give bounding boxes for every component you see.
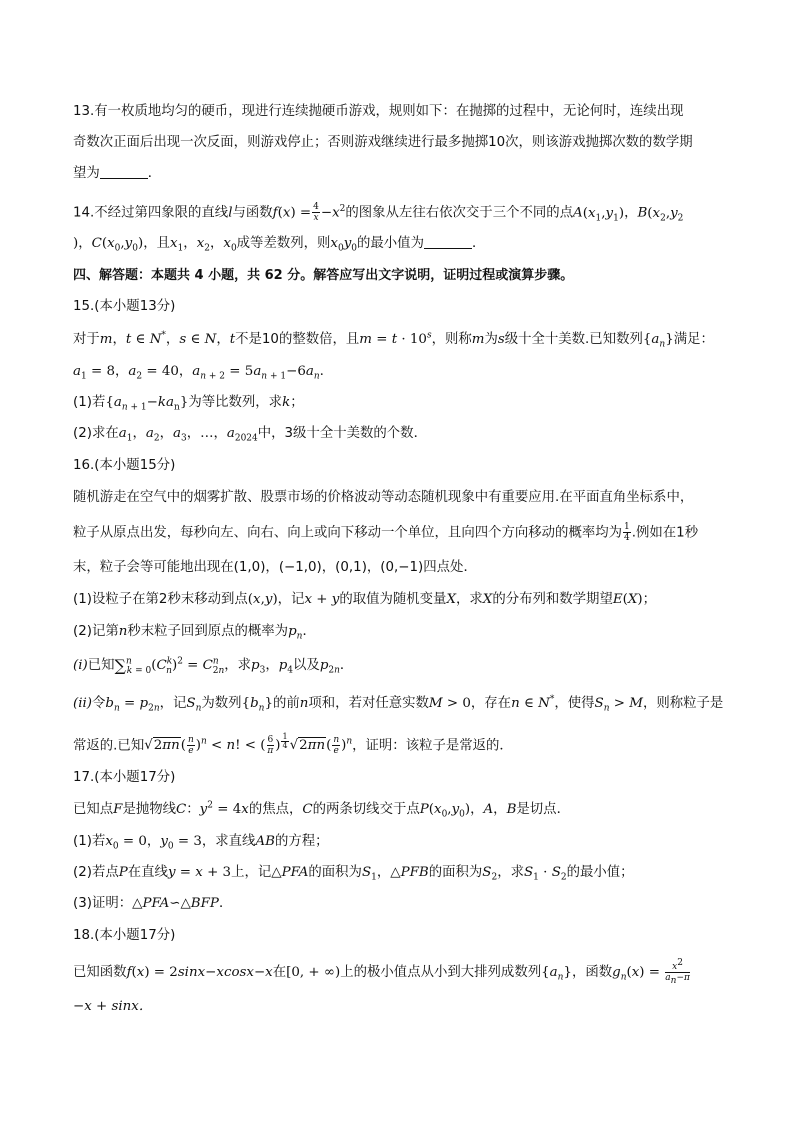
q17-p1a: (1)若 [73,834,106,849]
math-B: B [506,802,517,817]
q15-l1h: 满足： [673,332,714,347]
math-minus: − [320,205,333,221]
section-4-heading-text: 四、解答题：本题共 4 小题，共 62 分。解答应写出文字说明，证明过程或演算步骤。 [73,268,574,283]
q16-p2a: (2)记第 [73,624,119,639]
math-S1S2: $S_1 \cdot S_2$ [523,865,567,883]
q17-l1b: 是抛物线 [122,802,177,817]
math-p4: $p_4$ [278,658,294,676]
math-interval: [0, + ∞) [286,965,341,980]
math-pointB-coords: ($x_2,y_2$ [647,205,684,224]
math-k: k [282,395,291,410]
math-A: A [483,802,494,817]
math-pointC-coords: $(x_0,y_0)$ [101,236,144,254]
math-close-paren: ) [73,236,79,251]
q16-p1f: ； [642,592,657,607]
q15-p1: (1)若 [73,395,106,410]
math-line-eq: y = x + 3 [167,865,232,880]
math-frac-1-4: $\frac{1}{4}$ [624,522,630,543]
math-n-in-Nstar: n ∈ N* [511,694,555,711]
q18-line-2 [73,997,152,1017]
q17-part-1 [73,832,329,852]
q15-p1c: ； [290,395,304,410]
q13-text-1: 13.有一枚质地均匀的硬币，现进行连续抛硬币游戏，规则如下：在抛掷的过程中，无论何时，连续出现 [73,104,684,119]
math-fx-close: ) = [290,205,312,221]
q18-l1b: 在 [272,965,287,980]
q15-l1b: ， [112,332,126,347]
math-m-def: $m = t \cdot 10^s$ [359,330,432,347]
q17-l1g: 是切点． [516,802,570,817]
q17-p1b: ， [146,834,161,849]
q14-line-2 [73,234,485,254]
math-seq-an: $\{a_n\}$ [642,332,674,350]
q17-p2h: 的最小值； [566,865,634,880]
q13-text-3a: 望为 [73,166,100,181]
math-pointA-coords: $(x_1,y_1)$ [582,205,625,224]
q16-ii1a: 令 [92,696,106,711]
math-p2n: $p_{2n}$ [319,658,340,676]
math-tri-PFB: △PFB [390,865,429,880]
q16-part-2 [73,622,316,642]
math-p3: $p_3$ [251,658,266,676]
q17-header [73,768,175,788]
math-x0-eq-0: $x_0 = 0$ [105,834,147,852]
q17-l1e: ， [470,802,484,817]
q17-p2d: 的面积为 [308,865,362,880]
q16-ii1c: 为数列 [201,696,242,711]
math-f-def: f(x) = 2sinx−xcosx−x [126,965,273,980]
q17-p2a: (2)若点 [73,865,119,880]
math-roman-i: (i) [73,658,88,673]
q15-l1f: 为 [484,332,498,347]
q16-l3: 末，粒子会等可能地出现在(1,0)，(−1,0)，(0,1)，(0,−1)四点处． [73,560,477,575]
math-fx-paren: ( [277,205,283,221]
q17-p3b: ． [218,896,233,911]
math-x-seq: $x_1$，$x_2$，$x_0$ [170,236,237,254]
q16-ii2b: ，证明：该粒子是常返的． [352,738,513,754]
q17-p2e: ， [376,865,391,880]
q15-line-2: $a_1 = 8$，$a_2 = 40$，$a_{n + 2} = 5a_{n + 1}-6a_n$. [73,364,324,382]
q16-header [73,456,175,476]
q16-line-3 [73,558,477,578]
math-parabola: C：$y^2 = 4x$ [176,800,249,817]
q16-part-2-ii [73,694,723,714]
q15-l1c: ， [165,332,180,347]
math-m2: m [471,332,485,347]
q14-t3: 的图象从左往右依次交于三个不同的点 [345,205,574,221]
q14-t7: 成等差数列，则 [236,236,331,251]
q13-line-3 [73,164,161,184]
math-seq-an-2: $\{a_n\}$ [541,965,572,983]
math-t-in-N: t [125,332,132,347]
q16-part-2-ii-line-2 [73,733,513,756]
q14-t2: 与函数 [232,205,273,221]
q16-p1e: 的分布列和数学期望 [492,592,613,607]
q17-p1d: 的方程； [274,834,329,849]
q14-t1: 14.不经过第四象限的直线 [73,205,229,221]
q15-part-2 [73,424,427,444]
math-X: X [446,592,456,607]
math-tri-PFA: △PFA [271,865,309,880]
q14-t5: ， [78,236,92,251]
q17-l1a: 已知点 [73,802,114,817]
q16-ii1b: ，记 [159,696,187,711]
math-C: C [302,802,313,817]
q16-ii1h: ，则称粒子是 [642,696,724,711]
q16-ii2a: 常返的.已知 [73,738,145,754]
q16-ii1g: ，使得 [554,696,595,711]
math-seq-ratio: $\{a_{n + 1}-ka_n\}$ [105,395,189,413]
math-pointA: A [573,205,583,221]
q18-header [73,926,175,946]
q13-line-1 [73,102,683,122]
q15-l1c2: ， [216,332,230,347]
q16-ii1f: ，存在 [470,696,512,711]
q15-l1d: 不是10的整数倍，且 [235,332,360,347]
math-AB: AB [255,834,275,849]
math-F: F [113,802,123,817]
math-EX: E(X) [612,592,643,607]
q16-p1d: ，求 [456,592,483,607]
q15-header [73,297,175,317]
q16-p2b: 秒末粒子回到原点的概率为 [127,624,289,639]
math-point-xy: (x,y) [247,592,278,607]
math-X2: X [482,592,493,607]
q14-t6: ，且 [143,236,170,251]
q16-ii1e: 项和，若对任意实数 [308,696,429,711]
q18-header-text: 18.(本小题17分) [73,928,176,943]
q16-part-2-i [73,656,353,676]
math-y0-eq-3: $y_0 = 3$ [160,834,202,852]
q17-header-text: 17.(本小题17分) [73,770,176,785]
q16-i1a: 已知 [87,658,115,673]
q17-line-1 [73,800,570,820]
q16-i1e: ． [339,658,354,673]
q16-l2a: 粒子从原点出发，每秒向左、向右、向上或向下移动一个单位，且向四个方向移动的概率均为 [73,525,623,541]
q16-l1: 随机游走在空气中的烟雾扩散、股票市场的价格波动等动态随机现象中有重要应用.在平面直角坐标系中， [73,490,694,505]
math-S2: $S_2$ [482,865,498,883]
q14-t9: ． [471,236,486,251]
q18-l1c: 上的极小值点从小到大排列成数列 [340,965,542,980]
math-Sn: $S_n$ [186,696,202,714]
q13-line-2 [73,133,693,153]
q17-p2c: 上，记 [231,865,272,880]
q15-header-text: 15.(本小题13分) [73,299,176,314]
q15-p1b: 为等比数列，求 [188,395,283,410]
q16-p2c: ． [302,624,316,639]
math-in-N: ∈ N [186,332,217,347]
q17-l1f: ， [493,802,507,817]
q15-l1g: 级十全十美数.已知数列 [504,332,643,347]
q17-p2g: ，求 [497,865,524,880]
q18-line-1 [73,958,691,986]
math-x0y0: $x_0y_0$ [330,236,358,254]
math-seq-bn: $\{b_n\}$ [241,696,273,714]
math-bn-def: $b_n = p_{2n}$ [105,696,160,714]
q14-answer-blank[interactable] [424,235,472,249]
q16-line-1 [73,488,693,508]
q16-ii1d: 的前 [273,696,300,711]
q15-l1a: 对于 [73,332,100,347]
math-roman-ii: (ii) [73,696,93,711]
math-x: x [282,205,291,221]
q14-t8: 的最小值为 [357,236,424,251]
q16-line-2 [73,522,698,544]
q15-p2: (2)求在 [73,426,119,441]
q17-part-3 [73,894,232,914]
math-frac-4-x: $\frac{4}{x}$ [313,202,319,223]
math-stirling-bound: √2πn( $\frac{n}{e}$ )$^n$ < n! < ( $\frac{6}{\pi}$ ) $^{\frac{1}{4}}$ √2πn( $\frac{n}{e}$ )$^n$ [144,732,353,757]
q16-i1b: ，求 [224,658,252,673]
math-sup2: 2 [339,204,346,215]
math-pn: $p_n$ [288,624,303,642]
q17-l1d: 的两条切线交于点 [312,802,420,817]
q17-l1c: 的焦点， [248,802,303,817]
math-s: s [179,332,187,347]
q16-p1c: 的取值为随机变量 [339,592,447,607]
math-gn-def: $g_n(x)$ = $\frac{x^2}{a_n-\pi}$ [612,958,690,986]
q18-l1a: 已知函数 [73,965,127,980]
q18-l1d: ，函数 [571,965,613,980]
q16-i1c: ， [265,658,279,673]
q13-text-3b: ． [147,166,162,181]
math-M-gt-0: M > 0 [428,696,471,711]
math-Sn-gt-M: $S_n > M$ [594,696,643,714]
math-l: l [228,205,233,221]
q17-part-2 [73,863,634,883]
q16-part-1 [73,590,656,610]
q16-i1d: 以及 [293,658,320,673]
math-pointB: B [637,205,648,221]
math-x-plus-y: x + y [304,592,340,607]
q15-part-1 [73,393,304,413]
q15-line-1 [73,330,714,350]
q16-p1b: ，记 [277,592,305,607]
q13-answer-blank[interactable] [100,165,148,179]
q16-l2b: .例如在1秒 [631,525,699,541]
math-x2: x [332,205,340,221]
math-S1: $S_1$ [361,865,377,883]
math-P: P [118,865,128,880]
section-4-heading [73,266,573,286]
q17-p2b: 在直线 [127,865,168,880]
q17-p2f: 的面积为 [428,865,483,880]
math-fx: f [272,205,278,221]
math-in-Nstar: ∈ N* [131,330,166,347]
math-n2: n [299,696,309,711]
math-point-P: $P(x_0,y_0)$ [419,802,471,820]
q13-text-2: 奇数次正面后出现一次反面，则游戏停止；否则游戏继续进行最多抛掷10次，则该游戏抛掷次数的数学期 [73,135,693,150]
math-n: n [118,624,128,639]
math-similar-triangles: △PFA∽△BFP [132,896,219,911]
q15-l1e: ，则称 [431,332,472,347]
q16-header-text: 16.(本小题15分) [73,458,176,473]
q18-l2: −x + sinx． [73,999,153,1014]
math-t: t [229,332,236,347]
q17-p1c: ，求直线 [201,834,256,849]
q15-p2b: 中，3级十全十美数的个数． [257,426,427,441]
math-sum-identity: $\sum^n_{k = 0}(C^k_n)^2 = C^n_{2n}$ [114,656,225,676]
q14-t4: ， [624,205,638,221]
q14-line-1 [73,202,683,224]
math-m: m [99,332,113,347]
math-pointC: C [91,236,102,251]
q17-p3a: (3)证明： [73,896,133,911]
q16-p1a: (1)设粒子在第2秒末移动到点 [73,592,248,607]
math-s2: s [497,332,505,347]
math-a-list: $a_1$，$a_2$，$a_3$，…，$a_{2024}$ [118,426,258,444]
